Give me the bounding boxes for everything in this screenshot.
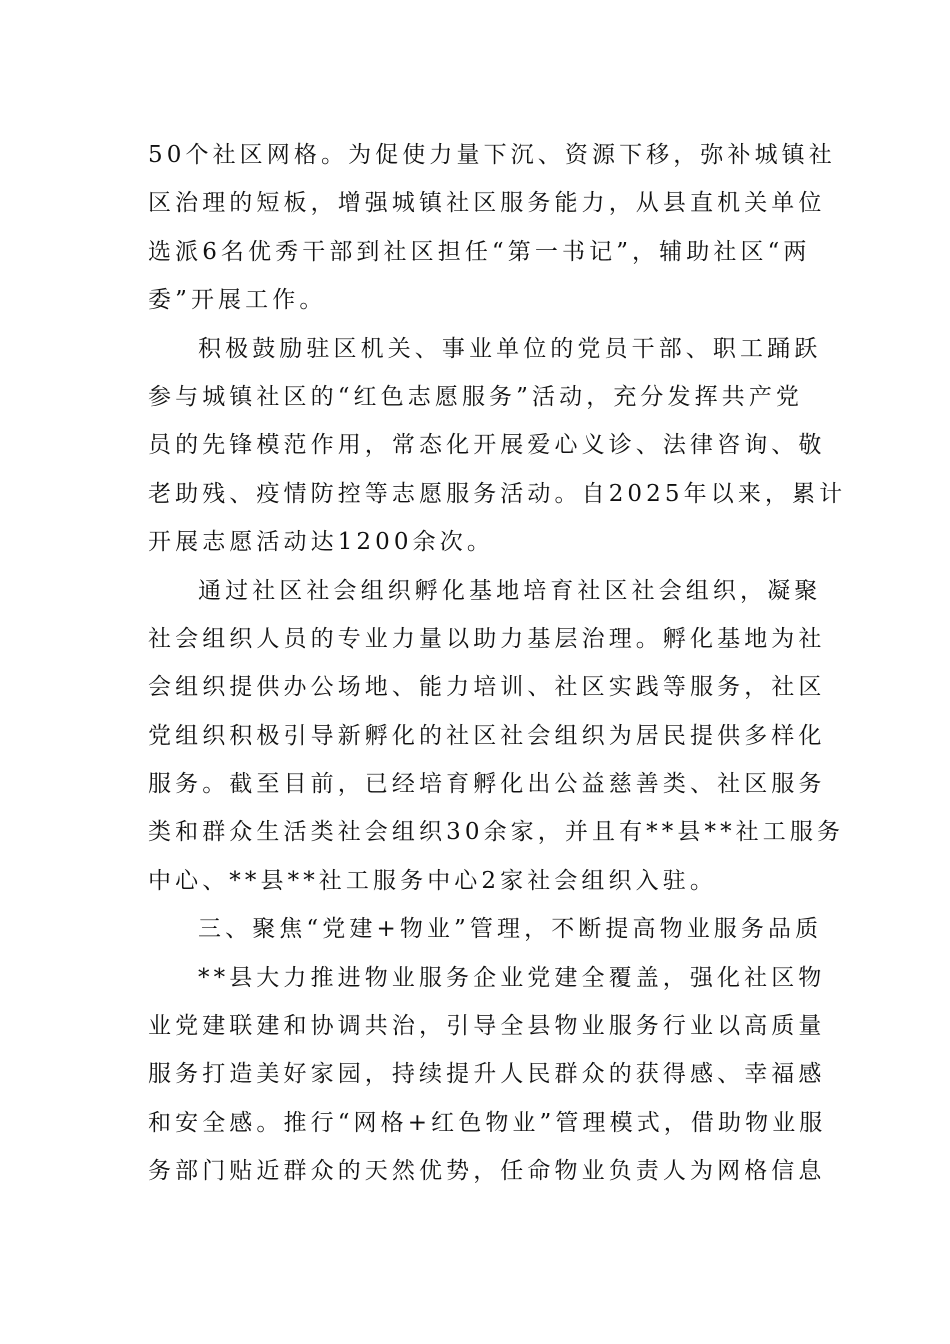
text-line: 50个社区网格。为促使力量下沉、资源下移，弥补城镇社 bbox=[148, 142, 836, 168]
text-line: 区治理的短板，增强城镇社区服务能力，从县直机关单位 bbox=[148, 190, 826, 217]
text-line: 积极鼓励驻区机关、事业单位的党员干部、职工踊跃 bbox=[198, 335, 822, 362]
document-body bbox=[148, 131, 847, 1196]
text-line: 和安全感。推行“网格+红色物业”管理模式，借助物业服 bbox=[148, 1109, 827, 1136]
text-line: 会组织提供办公场地、能力培训、社区实践等服务，社区 bbox=[148, 674, 826, 701]
text-line: 务部门贴近群众的天然优势，任命物业负责人为网格信息 bbox=[148, 1158, 826, 1185]
paragraph-1 bbox=[148, 131, 836, 325]
text-line: 老助残、疫情防控等志愿服务活动。自2025年以来，累计 bbox=[148, 480, 847, 507]
text-line: 通过社区社会组织孵化基地培育社区社会组织，凝聚 bbox=[198, 577, 822, 604]
text-line: 员的先锋模范作用，常态化开展爱心义诊、法律咨询、敬 bbox=[148, 432, 826, 459]
text-line: 服务。截至目前，已经培育孵化出公益慈善类、社区服务 bbox=[148, 771, 826, 798]
text-line: 开展志愿活动达1200余次。 bbox=[148, 529, 494, 556]
text-line: 党组织积极引导新孵化的社区社会组织为居民提供多样化 bbox=[148, 722, 826, 749]
text-line: 社会组织人员的专业力量以助力基层治理。孵化基地为社 bbox=[148, 625, 826, 652]
text-line: 参与城镇社区的“红色志愿服务”活动，充分发挥共产党 bbox=[148, 383, 804, 410]
text-line: 类和群众生活类社会组织30余家，并且有**县**社工服务 bbox=[148, 819, 845, 846]
text-line: **县大力推进物业服务企业党建全覆盖，强化社区物 bbox=[198, 964, 826, 991]
text-line: 中心、**县**社工服务中心2家社会组织入驻。 bbox=[148, 867, 717, 894]
paragraph-3 bbox=[148, 567, 845, 906]
text-line: 选派6名优秀干部到社区担任“第一书记”，辅助社区“两 bbox=[148, 238, 811, 265]
heading-line: 三、聚焦“党建+物业”管理，不断提高物业服务品质 bbox=[198, 916, 823, 943]
paragraph-4 bbox=[148, 954, 827, 1196]
text-line: 业党建联建和协调共治，引导全县物业服务行业以高质量 bbox=[148, 1013, 826, 1040]
text-line: 服务打造美好家园，持续提升人民群众的获得感、幸福感 bbox=[148, 1061, 826, 1088]
paragraph-2 bbox=[148, 325, 847, 567]
section-heading bbox=[148, 905, 823, 953]
text-line: 委”开展工作。 bbox=[148, 287, 327, 314]
